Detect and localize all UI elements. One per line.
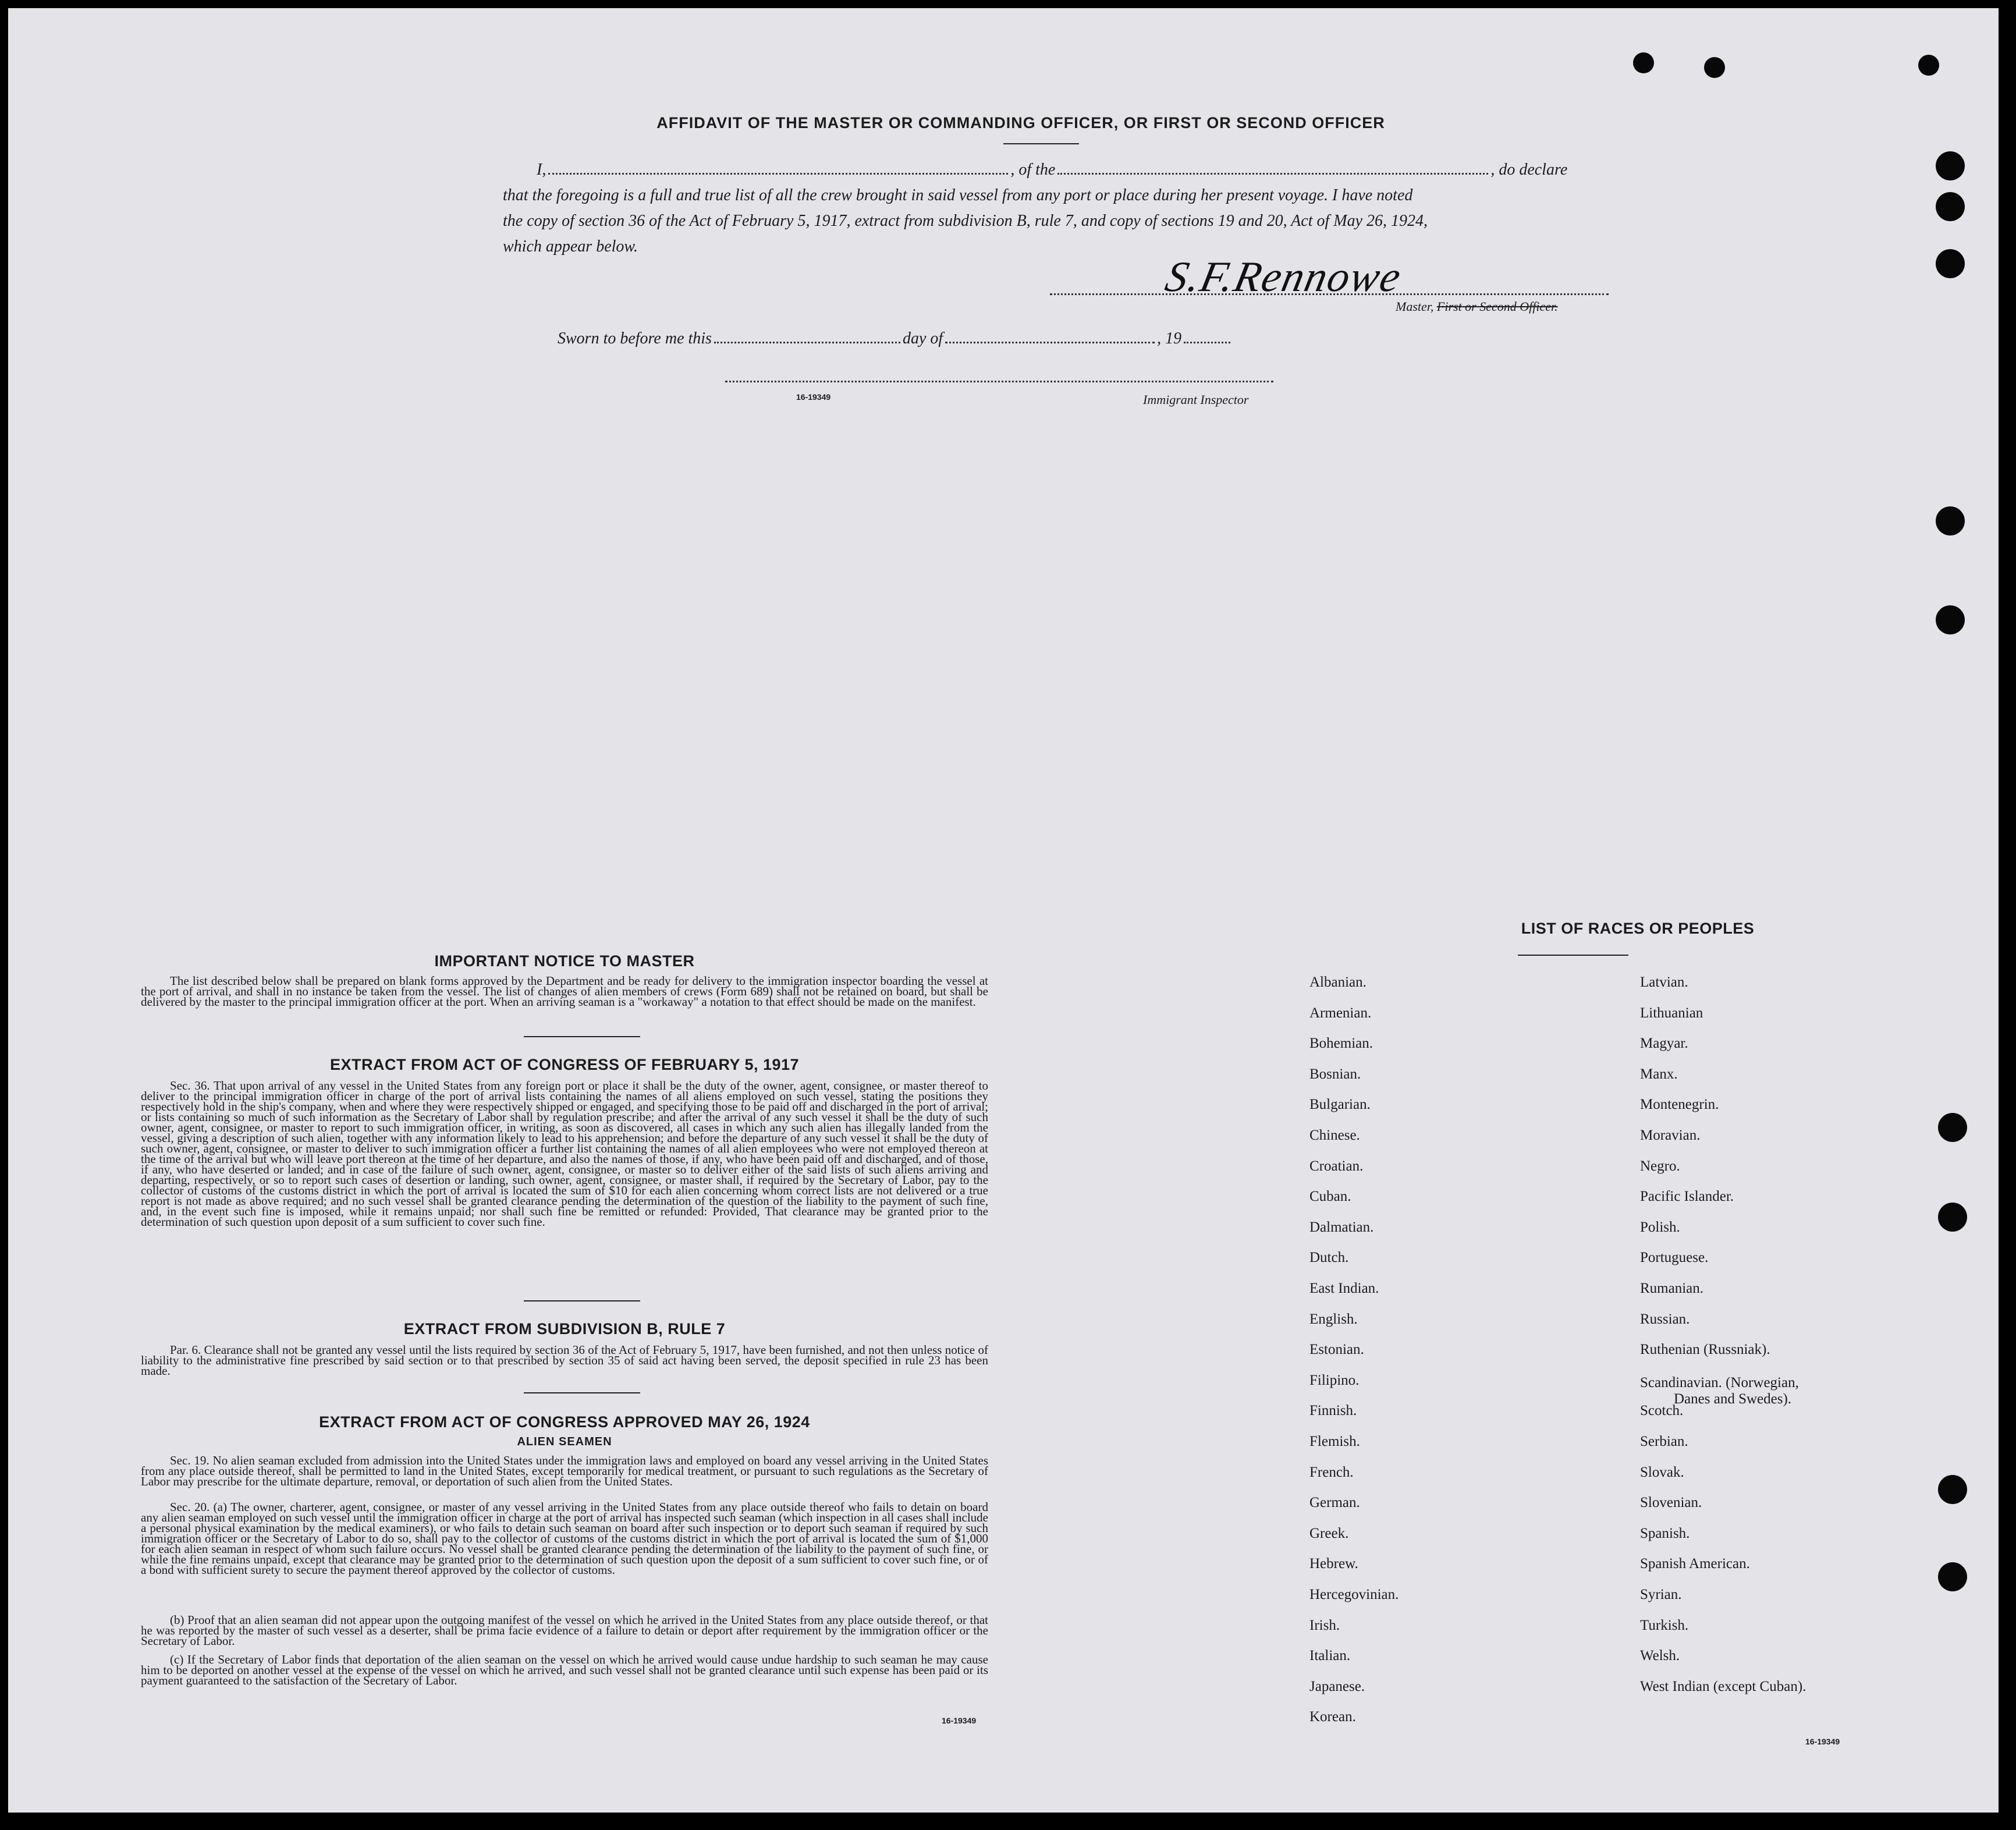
extract-1917-text: Sec. 36. That upon arrival of any vessel in the United States from any foreign port or place it shall be the duty of the owner, agent, consignee, or master thereof to deliver to the principal immigration officer in charge of the port of arrival lists containing the names of all aliens employed on such vessel, stating the positions they respectively hold in the ship's company, when and where they were respectively shipped or engaged, and specifying those to be paid off and discharged in the port of arrival; or lists containing so much of such information as the Secretary of Labor shall by regulation prescribe; and after the arrival of any such vessel it shall be the duty of such owner, agent, consignee, or master to report to such immigration officer, in writing, as soon as discovered, all cases in which any such alien has illegally landed from the vessel, giving a description of such alien, together with any information likely to lead to his apprehension; and before the departure of any such vessel it shall be the duty of such owner, agent, consignee, or master to deliver to such immigration officer a further list containing the names of all alien employees who were not employed thereon at the time of the arrival but who will leave port thereon at the time of her departure, and also the names of those, if any, who have been paid off and discharged, and of those, if any, who have deserted or landed; and in case of the failure of such owner, agent, consignee, or master so to deliver either of the said lists of such aliens arriving and departing, respectively, or so to report such cases of desertion or landing, such owner, agent, consignee, or master shall, if required by the Secretary of Labor, pay to the collector of customs of the customs district in which the port of arrival is located the sum of $10 for each alien concerning whom correct lists are not delivered or a true report is not made as above required; and no such vessel shall be granted clearance pending the determination of the question of the liability to the payment of such fine, and, in the event such fine is imposed, while it remains unpaid; nor shall such fine be remitted or refunded: Provided, That clearance may be granted prior to the determination of such question upon deposit of a sum sufficient to cover such fine.: [141, 1079, 988, 1229]
race-item: Montenegrin.: [1640, 1097, 1719, 1113]
race-item: Greek.: [1309, 1525, 1349, 1541]
race-item: Pacific Islander.: [1640, 1189, 1734, 1205]
race-item: Spanish.: [1640, 1525, 1690, 1541]
race-item: Japanese.: [1309, 1678, 1365, 1694]
race-item: Ruthenian (Russniak).: [1640, 1342, 1770, 1358]
punch-hole: [1918, 55, 1939, 76]
race-item: Finnish.: [1309, 1403, 1357, 1419]
race-item: Slovak.: [1640, 1464, 1684, 1480]
race-item: Chinese.: [1309, 1127, 1360, 1143]
notice-title: IMPORTANT NOTICE TO MASTER: [434, 952, 695, 970]
inspector-label: Immigrant Inspector: [1143, 392, 1249, 407]
declare-label: , do declare: [1490, 161, 1568, 179]
rule7-title: EXTRACT FROM SUBDIVISION B, RULE 7: [403, 1320, 726, 1338]
punch-hole: [1936, 605, 1965, 634]
divider: [1003, 143, 1079, 144]
handwritten-signature: S.F.Rennowe: [1161, 253, 1406, 301]
punch-hole: [1938, 1203, 1967, 1232]
race-item: Latvian.: [1640, 974, 1688, 990]
affidavit-line-1: [537, 161, 1613, 179]
race-item: Magyar.: [1640, 1035, 1688, 1052]
race-item: Bohemian.: [1309, 1035, 1373, 1052]
race-item: German.: [1309, 1495, 1360, 1511]
race-item: Croatian.: [1309, 1158, 1364, 1174]
punch-hole: [1704, 57, 1725, 78]
race-item: French.: [1309, 1464, 1354, 1480]
race-item: Portuguese.: [1640, 1250, 1709, 1266]
punch-hole: [1938, 1113, 1967, 1142]
sworn-line: [558, 329, 1233, 348]
affidavit-i-label: I,: [537, 161, 546, 179]
race-item: Rumanian.: [1640, 1281, 1704, 1296]
affidavit-body-line-4: which appear below.: [503, 237, 638, 256]
signature-line: [1050, 293, 1609, 295]
race-item: Cuban.: [1309, 1189, 1351, 1205]
punch-hole: [1936, 151, 1965, 180]
master-label: Master,: [1396, 299, 1434, 314]
race-item: Serbian.: [1640, 1434, 1688, 1449]
sworn-label: Sworn to before me this: [558, 329, 712, 347]
punch-hole: [1936, 192, 1965, 221]
sec-20a-text: Sec. 20. (a) The owner, charterer, agent, consignee, or master of any vessel arriving in the United States from any place outside thereof who fails to detain on board any alien seaman employed on such vessel until the immigration officer in charge at the port of arrival has inspected such seaman (which inspection in all cases shall include a personal physical examination by the medical examiners), or who fails to detain such seaman on board after such inspection or to deport such seaman if required by such immigration officer or the Secretary of Labor to do so, shall pay to the collector of customs of the customs district in which the port of arrival is located the sum of $1,000 for each alien seaman in respect of whom such failure occurs. No vessel shall be granted clearance pending the determination of the liability to the payment of such fine, or while the fine remains unpaid, except that clearance may be granted prior to the determination of such question upon the deposit of a sum sufficient to cover such fine, or of a bond with sufficient surety to secure the payment thereof approved by the collector of customs.: [141, 1500, 988, 1577]
race-item: Syrian.: [1640, 1587, 1682, 1602]
divider: [1518, 955, 1628, 956]
race-item: Dutch.: [1309, 1250, 1349, 1266]
race-item: Hercegovinian.: [1309, 1587, 1399, 1602]
race-item: Manx.: [1640, 1066, 1678, 1082]
form-number: 16-19349: [942, 1716, 977, 1725]
race-item: Filipino.: [1309, 1372, 1360, 1388]
race-item: Russian.: [1640, 1311, 1690, 1327]
race-item: Flemish.: [1309, 1434, 1360, 1449]
form-number: 16-19349: [796, 392, 831, 402]
race-item: Slovenian.: [1640, 1495, 1702, 1511]
document-sheet: [8, 8, 1999, 1813]
divider: [524, 1392, 640, 1393]
divider: [524, 1300, 640, 1301]
punch-hole: [1633, 52, 1654, 73]
race-item: Bulgarian.: [1309, 1097, 1371, 1113]
punch-hole: [1938, 1475, 1967, 1504]
rule7-text: Par. 6. Clearance shall not be granted any vessel until the lists required by section 36 of the Act of February 5, 1917, have been furnished, and not then unless notice of liability to the administrative fine prescribed by said section or to that prescribed by section 35 of said act having been served, the deposit specified in rule 23 has been made.: [141, 1343, 988, 1378]
race-item: Dalmatian.: [1309, 1219, 1374, 1235]
master-title-label: [1396, 299, 1558, 314]
race-item: Bosnian.: [1309, 1066, 1361, 1082]
race-item: West Indian (except Cuban).: [1640, 1678, 1806, 1694]
race-item: Turkish.: [1640, 1617, 1689, 1633]
struck-officer-label: First or Second Officer.: [1436, 299, 1558, 314]
race-item: Italian.: [1309, 1648, 1351, 1664]
sec-19-text: Sec. 19. No alien seaman excluded from admission into the United States under the immigration laws and employed on board any vessel arriving in the United States from any place outside thereof, shall be permitted to land in the United States, except temporarily for medical treatment, or pursuant to such regulations as the Secretary of Labor may prescribe for the ultimate departure, removal, or deportation of such alien from the United States.: [141, 1453, 988, 1488]
year-label: , 19: [1157, 329, 1182, 347]
race-item: Negro.: [1640, 1158, 1680, 1174]
day-of-label: day of: [902, 329, 943, 347]
race-item: Moravian.: [1640, 1127, 1701, 1143]
sworn-year-field[interactable]: [1184, 330, 1230, 343]
races-title: LIST OF RACES OR PEOPLES: [1521, 920, 1755, 937]
inspector-signature-line: [725, 381, 1273, 382]
master-name-field[interactable]: [548, 161, 1008, 175]
sec-20c-text: (c) If the Secretary of Labor finds that deportation of the alien seaman on the vessel on which he arrived would cause undue hardship to such seaman he may cause him to be deported on another vessel at the expense of the vessel on which he arrived, and such vessel shall not be granted clearance until such expense has been paid or its payment guaranteed to the satisfaction of the Secretary of Labor.: [141, 1652, 988, 1687]
race-item: Lithuanian: [1640, 1005, 1703, 1021]
sworn-day-field[interactable]: [714, 330, 900, 343]
race-item: Albanian.: [1309, 974, 1367, 990]
sec-20b-text: (b) Proof that an alien seaman did not appear upon the outgoing manifest of the vessel on which he arrived in the United States from any place outside thereof, or that he was reported by the master of such vessel as a deserter, shall be prima facie evidence of a failure to detain or deport after requirement by the immigration officer or the Secretary of Labor.: [141, 1613, 988, 1648]
race-item: Armenian.: [1309, 1005, 1372, 1021]
notice-text: The list described below shall be prepared on blank forms approved by the Department and be ready for delivery to the immigration inspector boarding the vessel at the port of arrival, and shall in no instance be taken from the vessel. The list of changes of alien members of crews (Form 689) shall not be retained on board, but shall be delivered by the master to the principal immigration officer at the port. When an arriving seaman is a "workaway" a notation to that effect should be made on the manifest.: [141, 974, 988, 1009]
affidavit-title: AFFIDAVIT OF THE MASTER OR COMMANDING OFFICER, OR FIRST OR SECOND OFFICER: [656, 114, 1385, 132]
race-item: Scandinavian. (Norwegian,: [1640, 1374, 1799, 1391]
of-the-label: , of the: [1010, 161, 1056, 179]
punch-hole: [1936, 249, 1965, 278]
race-item-scandinavian-cont: Danes and Swedes).: [1674, 1391, 1792, 1407]
race-item: Polish.: [1640, 1219, 1680, 1235]
vessel-name-field[interactable]: [1057, 161, 1488, 175]
affidavit-body-line-3: the copy of section 36 of the Act of February 5, 1917, extract from subdivision B, rule 7, and copy of sections 19 and 20, Act of May 26, 1924,: [503, 212, 1428, 230]
affidavit-body-line-2: that the foregoing is a full and true list of all the crew brought in said vessel from any port or place during her present voyage. I have noted: [503, 186, 1413, 204]
alien-seamen-subtitle: ALIEN SEAMEN: [517, 1435, 612, 1448]
extract-1924-title: EXTRACT FROM ACT OF CONGRESS APPROVED MAY 26, 1924: [319, 1413, 810, 1431]
form-number: 16-19349: [1805, 1737, 1840, 1746]
race-item: Estonian.: [1309, 1342, 1364, 1358]
sworn-month-field[interactable]: [945, 330, 1155, 343]
extract-1917-title: EXTRACT FROM ACT OF CONGRESS OF FEBRUARY 5, 1917: [329, 1056, 800, 1073]
race-item: Irish.: [1309, 1617, 1340, 1633]
punch-hole: [1938, 1562, 1967, 1591]
divider: [524, 1036, 640, 1037]
race-item: Hebrew.: [1309, 1556, 1358, 1572]
race-item: Korean.: [1309, 1709, 1356, 1725]
race-item: English.: [1309, 1311, 1358, 1327]
punch-hole: [1936, 506, 1965, 535]
race-item: East Indian.: [1309, 1281, 1379, 1296]
race-item: Welsh.: [1640, 1648, 1680, 1664]
race-item: Scotch.: [1640, 1403, 1684, 1419]
race-item: Spanish American.: [1640, 1556, 1750, 1572]
